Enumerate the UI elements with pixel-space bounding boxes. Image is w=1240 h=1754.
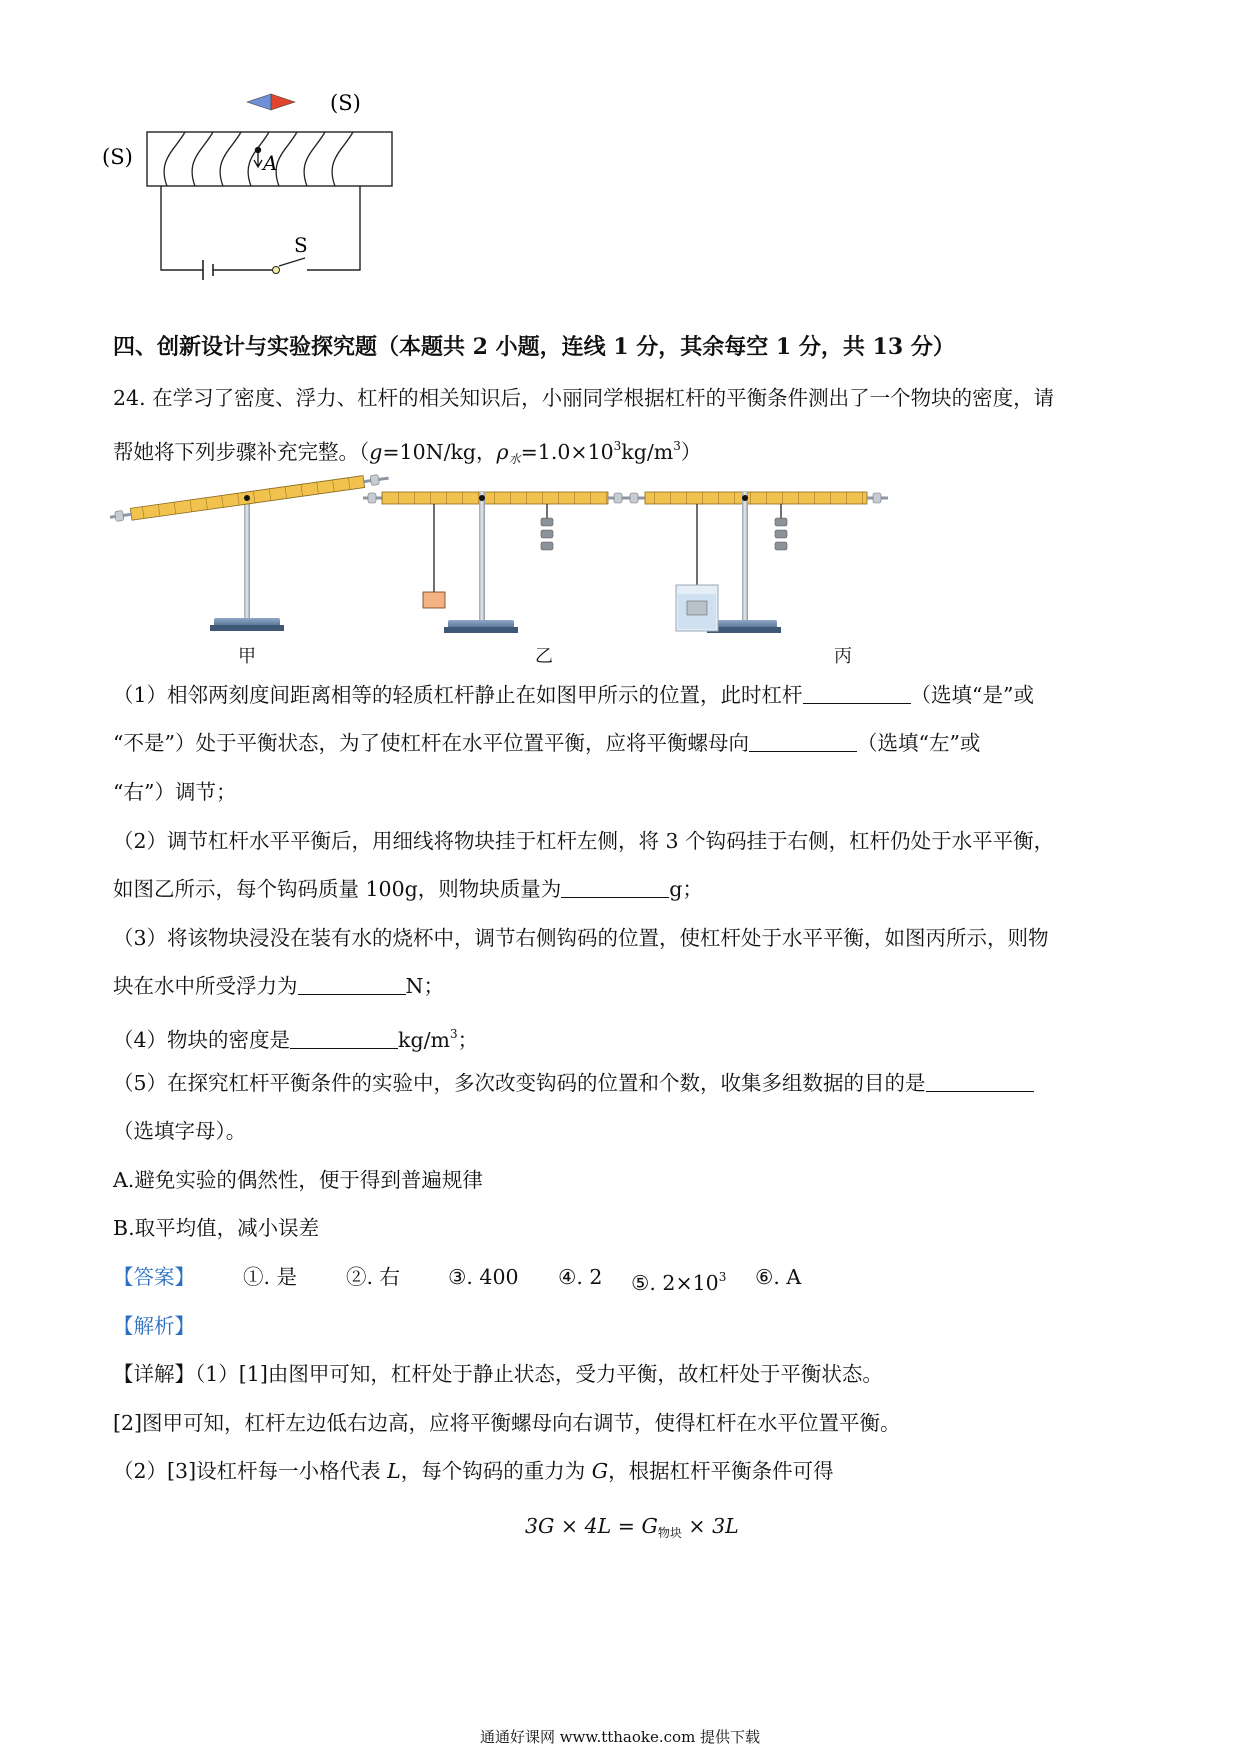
q1-text-d: （选填“左”或 [856,731,981,755]
caption-bing: 丙 [834,646,852,667]
q2-text-c: g； [669,877,703,901]
formula-right: × 3L [681,1514,739,1538]
analysis-line3-G: G [591,1459,609,1483]
intro-text-c: =1.0×10 [520,440,614,464]
q4-blank[interactable] [290,1028,398,1049]
q2-line1: （2）调节杠杆水平平衡后，用细线将物块挂于杠杆左侧，将 3 个钩码挂于右侧，杠杆仍处于水平平衡， [113,829,1055,853]
intro-text-b: =10N/kg， [382,440,497,464]
detail-tag: 【详解】 [113,1362,195,1386]
intro-text-a: 帮她将下列步骤补充完整。（ [113,440,370,464]
q1-text-b: （选填“是”或 [910,683,1035,707]
answer-item-5-text: ⑤. 2×10 [631,1271,719,1295]
lever-figure-yi [363,492,630,633]
analysis-line1 [113,1361,883,1387]
caption-jia: 甲 [238,646,256,667]
answer-item-2: ②. 右 [346,1265,401,1289]
q2-text-b: 如图乙所示，每个钩码质量 100g，则物块质量为 [113,877,562,901]
analysis-line3-a: （2）[3]设杠杆每一小格代表 [113,1459,388,1483]
intro-text-d: kg/m [621,440,674,464]
q3-line2 [113,973,444,999]
intro-rho: ρ [496,440,509,464]
analysis-line3-b: ，每个钩码的重力为 [400,1459,592,1483]
label-switch: S [294,233,308,257]
analysis-line3-c: ，根据杠杆平衡条件可得 [608,1459,834,1483]
q3-text-b: 块在水中所受浮力为 [113,974,298,998]
q3-line1: （3）将该物块浸没在装有水的烧杯中，调节右侧钩码的位置，使杠杆处于水平平衡，如图丙所示，则物 [113,926,1049,950]
battery-symbol [203,260,213,280]
section-heading: 四、创新设计与实验探究题（本题共 2 小题，连线 1 分，其余每空 1 分，共 13 分） [113,334,955,360]
switch-contact [273,267,280,274]
answer-tag: 【答案】 [113,1265,195,1289]
q4-line1 [113,1021,478,1053]
q5-line1 [113,1070,1034,1096]
intro-g: g [369,440,383,464]
analysis-tag: 【解析】 [113,1314,195,1338]
label-point-a: A [263,151,278,175]
q2-line2 [113,876,703,902]
option-a: A.避免实验的偶然性，便于得到普遍规律 [113,1168,483,1192]
answer-item-6: ⑥. A [755,1265,802,1289]
question-intro-line1: 24. 在学习了密度、浮力、杠杆的相关知识后，小丽同学根据杠杆的平衡条件测出了一个物块的密度，请 [113,386,1055,410]
q1-text-c: “不是”）处于平衡状态，为了使杠杆在水平位置平衡，应将平衡螺母向 [113,731,749,755]
question-intro-line2 [113,433,701,472]
answer-item-5-exp: 3 [718,1270,727,1284]
answer-item-5 [631,1264,726,1296]
q1-text-a: （1）相邻两刻度间距离相等的轻质杠杆静止在如图甲所示的位置，此时杠杆 [113,683,803,707]
lever-figure-bing [625,492,888,633]
q1-line1 [113,682,1034,708]
option-b: B.取平均值，减小误差 [113,1216,320,1240]
q1-line2 [113,730,980,756]
q3-blank[interactable] [298,974,406,995]
answer-item-4: ④. 2 [558,1265,603,1289]
analysis-line3-L: L [387,1459,401,1483]
q1-line3: “右”）调节； [113,780,237,804]
lever-figures [110,470,990,670]
compass-needle-right [271,94,295,110]
q1-blank-1[interactable] [803,683,911,704]
q3-text-c: N； [405,974,444,998]
q5-blank[interactable] [926,1071,1034,1092]
q4-text-a: （4）物块的密度是 [113,1028,291,1052]
label-s-left: (S) [102,145,133,169]
q4-text-b: kg/m [398,1028,450,1052]
answer-item-1: ①. 是 [243,1265,298,1289]
answer-item-3: ③. 400 [448,1265,519,1289]
q1-blank-2[interactable] [749,731,857,752]
compass-needle-left [247,94,271,110]
q5-line2: （选填字母）。 [113,1119,247,1143]
intro-text-e: ） [680,440,702,464]
q4-exp: 3 [449,1027,458,1041]
label-s-top: (S) [330,91,361,115]
formula [525,1513,739,1546]
solenoid-circuit-figure [95,90,435,310]
intro-exp: 3 [613,439,622,453]
formula-left: 3G × 4L = G [525,1514,658,1538]
q4-text-c: ； [457,1028,479,1052]
q2-blank[interactable] [561,877,669,898]
caption-yi: 乙 [535,646,553,667]
analysis-line1-text: （1）[1]由图甲可知，杠杆处于静止状态，受力平衡，故杠杆处于平衡状态。 [195,1362,883,1386]
q5-text-a: （5）在探究杠杆平衡条件的实验中，多次改变钩码的位置和个数，收集多组数据的目的是 [113,1071,926,1095]
intro-exp2: 3 [673,439,681,453]
intro-rho-sub: 水 [508,452,521,466]
analysis-line2: [2]图甲可知，杠杆左边低右边高，应将平衡螺母向右调节，使得杠杆在水平位置平衡。 [113,1411,901,1435]
page-footer: 通通好课网 www.tthaoke.com 提供下载 [479,1728,761,1746]
formula-sub: 物块 [657,1526,682,1540]
circuit-wires [161,186,360,270]
analysis-line3 [113,1458,834,1484]
lever-figure-jia [110,472,389,631]
